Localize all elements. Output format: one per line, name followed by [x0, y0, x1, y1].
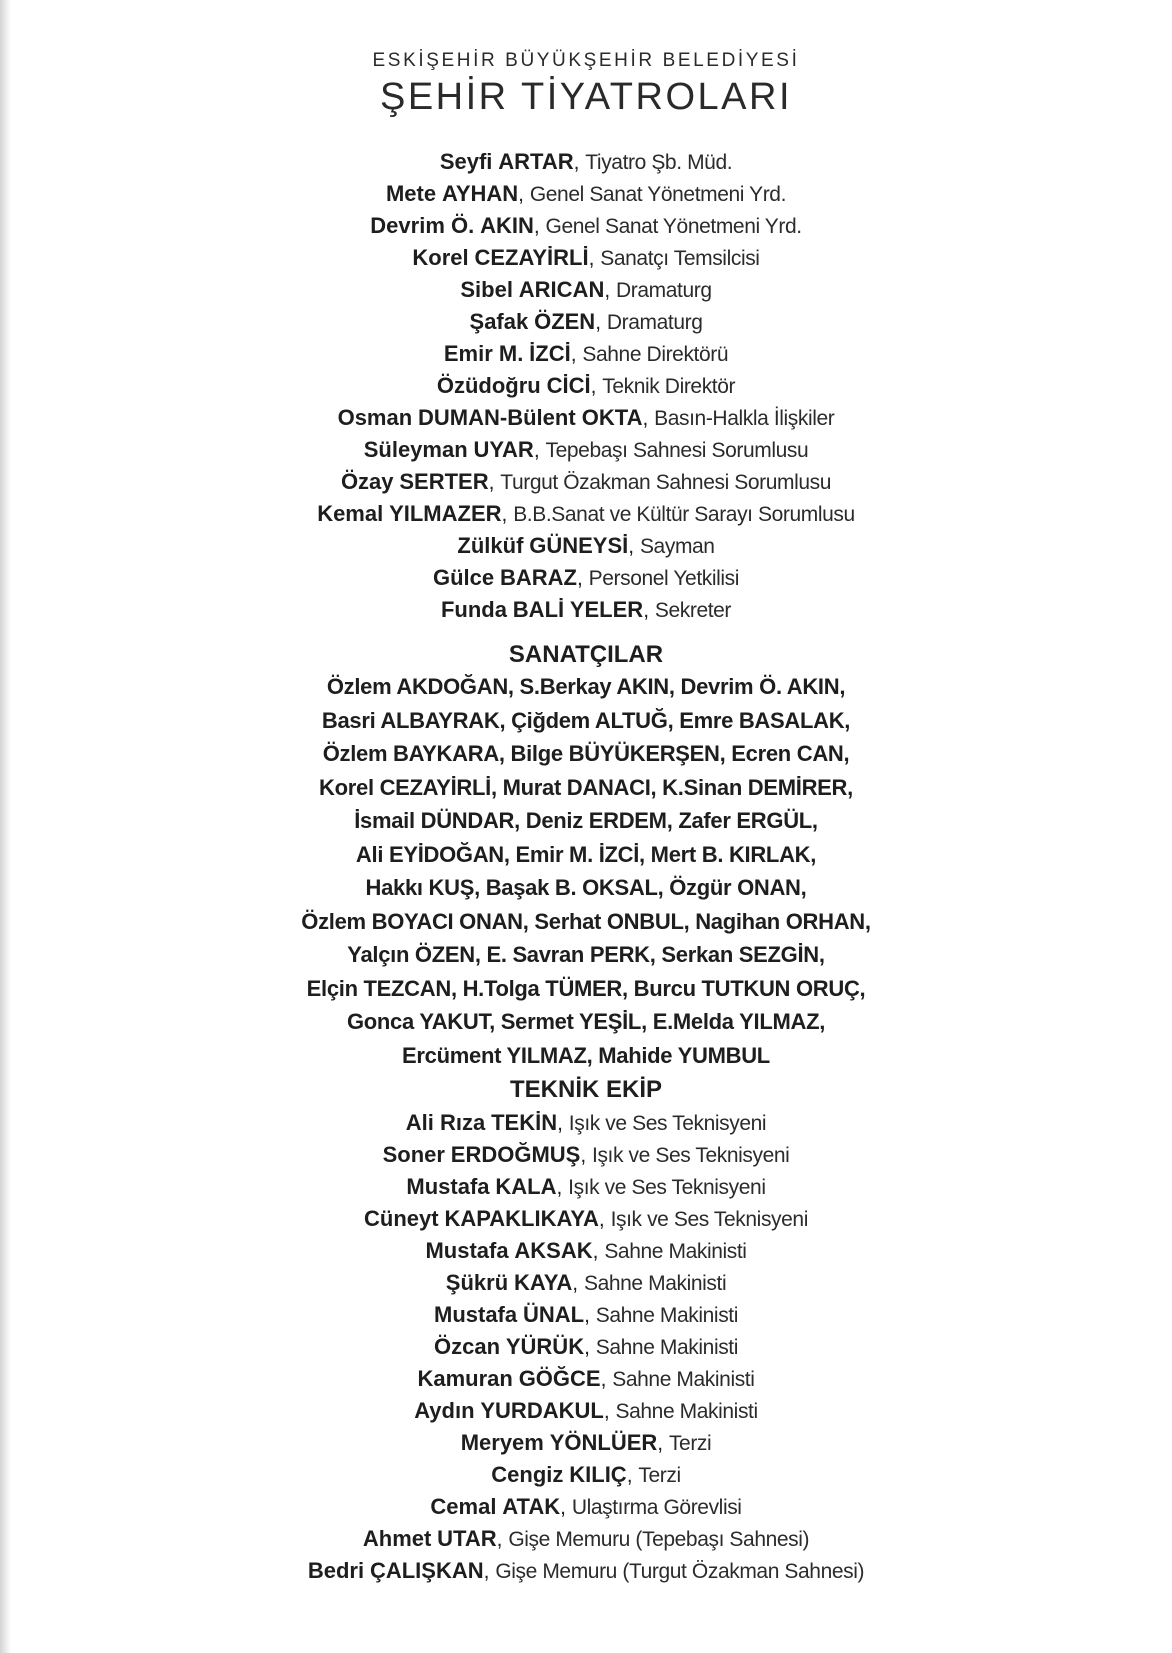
person-role: Teknik Direktör — [602, 375, 736, 398]
person-first-name: Süleyman — [363, 437, 468, 462]
person-first-name: Özüdoğru — [436, 373, 541, 398]
person-first-name: Funda — [440, 597, 507, 622]
person-last-name: ÖZEN — [534, 309, 596, 334]
person-first-name: Meryem — [460, 1430, 544, 1455]
person-first-name: Aydın — [414, 1398, 475, 1423]
person-first-name: Korel — [412, 245, 469, 270]
person-last-name: YILMAZER — [389, 501, 502, 526]
staff-row: Şafak ÖZEN, Dramaturg — [469, 309, 703, 334]
staff-row: Cemal ATAK, Ulaştırma Görevlisi — [430, 1494, 742, 1519]
person-first-name: Mete — [385, 181, 437, 206]
person-last-name: BARAZ — [499, 565, 577, 590]
person-last-name: GÖĞCE — [518, 1366, 601, 1391]
artists-line: Yalçın ÖZEN, E. Savran PERK, Serkan SEZGİN, — [347, 942, 825, 967]
person-role: Genel Sanat Yönetmeni Yrd. — [545, 215, 802, 238]
person-role: Sahne Direktörü — [582, 343, 729, 366]
management-list — [0, 146, 1172, 626]
artists-line: İsmail DÜNDAR, Deniz ERDEM, Zafer ERGÜL, — [354, 808, 818, 833]
staff-row: Özüdoğru CİCİ, Teknik Direktör — [436, 373, 736, 398]
person-first-name: Gülce — [432, 565, 495, 590]
person-last-name: AYHAN — [441, 181, 519, 206]
person-first-name: Ahmet — [362, 1526, 432, 1551]
person-last-name: CİCİ — [546, 373, 591, 398]
person-role: Sekreter — [654, 599, 732, 622]
staff-row: Cüneyt KAPAKLIKAYA, Işık ve Ses Teknisyeni — [364, 1206, 808, 1231]
staff-row: Kemal YILMAZER, B.B.Sanat ve Kültür Sarayı Sorumlusu — [317, 501, 855, 526]
technical-team-list — [0, 1107, 1172, 1587]
staff-row: Kamuran GÖĞCE, Sahne Makinisti — [417, 1366, 755, 1391]
person-last-name: AKSAK — [514, 1238, 593, 1263]
staff-row: Özay SERTER, Turgut Özakman Sahnesi Sorumlusu — [340, 469, 832, 494]
staff-row: Şükrü KAYA, Sahne Makinisti — [445, 1270, 727, 1295]
person-last-name: UTAR — [437, 1526, 497, 1551]
person-last-name: ÇALIŞKAN — [369, 1558, 484, 1583]
person-role: Sahne Makinisti — [595, 1336, 739, 1359]
staff-row: Osman DUMAN-Bülent OKTA, Basın-Halkla İlişkiler — [337, 405, 835, 430]
staff-row: Mustafa AKSAK, Sahne Makinisti — [425, 1238, 747, 1263]
person-last-name: AKIN — [480, 213, 534, 238]
person-last-name: ÜNAL — [522, 1302, 585, 1327]
person-first-name: Şükrü — [445, 1270, 509, 1295]
person-role: Işık ve Ses Teknisyeni — [568, 1176, 766, 1199]
person-last-name: İZCİ — [529, 341, 571, 366]
artists-heading: SANATÇILAR — [508, 641, 664, 668]
person-role: Personel Yetkilisi — [588, 567, 740, 590]
person-role: Tiyatro Şb. Müd. — [585, 151, 733, 174]
staff-row: Ahmet UTAR, Gişe Memuru (Tepebaşı Sahnesi) — [362, 1526, 810, 1551]
staff-row: Meryem YÖNLÜER, Terzi — [460, 1430, 712, 1455]
person-role: Sahne Makinisti — [595, 1304, 738, 1327]
artists-line: Ali EYİDOĞAN, Emir M. İZCİ, Mert B. KIRLAK, — [355, 841, 817, 867]
person-role: Terzi — [638, 1464, 681, 1487]
person-first-name: Bedri — [307, 1558, 365, 1583]
artists-line: Basri ALBAYRAK, Çiğdem ALTUĞ, Emre BASALAK, — [321, 707, 851, 733]
person-last-name: YÖNLÜER — [549, 1430, 658, 1455]
person-last-name: KAYA — [513, 1270, 573, 1295]
staff-row: Özcan YÜRÜK, Sahne Makinisti — [433, 1334, 739, 1359]
person-last-name: KILIÇ — [569, 1462, 627, 1487]
person-last-name: ARTAR — [498, 149, 574, 174]
person-first-name: Mustafa — [406, 1174, 490, 1199]
person-first-name: Kemal — [317, 501, 384, 526]
staff-row: Süleyman UYAR, Tepebaşı Sahnesi Sorumlusu — [363, 437, 809, 462]
staff-row: Devrim Ö. AKIN, Genel Sanat Yönetmeni Yrd. — [370, 213, 802, 238]
staff-row: Zülküf GÜNEYSİ, Sayman — [457, 533, 715, 558]
staff-row: Seyfi ARTAR, Tiyatro Şb. Müd. — [439, 149, 733, 174]
person-role: Dramaturg — [606, 311, 703, 334]
artists-line: Elçin TEZCAN, H.Tolga TÜMER, Burcu TUTKUN ORUÇ, — [306, 975, 866, 1001]
person-last-name: YÜRÜK — [505, 1334, 585, 1359]
artists-line: Özlem AKDOĞAN, S.Berkay AKIN, Devrim Ö. AKIN, — [326, 674, 846, 699]
person-last-name: KALA — [495, 1174, 557, 1199]
artists-list — [0, 670, 1172, 1072]
person-first-name: Cengiz — [491, 1462, 564, 1487]
person-role: Sayman — [639, 535, 715, 558]
artists-line: Özlem BAYKARA, Bilge BÜYÜKERŞEN, Ecren CAN, — [322, 741, 850, 766]
person-role: Sahne Makinisti — [612, 1368, 755, 1391]
staff-row: Mustafa KALA, Işık ve Ses Teknisyeni — [406, 1174, 766, 1199]
person-first-name: Cemal — [430, 1494, 497, 1519]
artists-line: Özlem BOYACI ONAN, Serhat ONBUL, Nagihan ORHAN, — [301, 908, 871, 934]
person-first-name: Osman — [337, 405, 413, 430]
person-role: Işık ve Ses Teknisyeni — [610, 1208, 808, 1231]
person-last-name: ERDOĞMUŞ — [450, 1142, 581, 1167]
person-last-name: GÜNEYSİ — [529, 533, 629, 558]
person-last-name: UYAR — [473, 437, 534, 462]
person-role: Tepebaşı Sahnesi Sorumlusu — [545, 439, 809, 462]
person-role: Turgut Özakman Sahnesi Sorumlusu — [500, 471, 832, 494]
person-first-name: Mustafa — [434, 1302, 518, 1327]
person-role: Sanatçı Temsilcisi — [600, 247, 760, 270]
technical-team-heading: TEKNİK EKİP — [509, 1076, 662, 1103]
person-last-name: DUMAN-Bülent OKTA — [418, 405, 643, 430]
person-last-name: YURDAKUL — [480, 1398, 604, 1423]
person-first-name: Sibel — [460, 277, 513, 302]
staff-row: Aydın YURDAKUL, Sahne Makinisti — [414, 1398, 758, 1423]
page-title: ŞEHİR TİYATROLARI — [379, 76, 793, 118]
person-last-name: BALİ YELER — [512, 597, 644, 622]
person-first-name: Şafak — [469, 309, 529, 334]
person-last-name: CEZAYİRLİ — [474, 245, 589, 270]
staff-row: Mustafa ÜNAL, Sahne Makinisti — [434, 1302, 738, 1327]
person-role: Terzi — [668, 1432, 712, 1455]
staff-row: Emir M. İZCİ, Sahne Direktörü — [443, 341, 729, 366]
person-first-name: Emir M. — [443, 341, 524, 366]
person-role: Sahne Makinisti — [604, 1240, 747, 1263]
artists-line: Hakkı KUŞ, Başak B. OKSAL, Özgür ONAN, — [365, 875, 807, 900]
person-first-name: Mustafa — [425, 1238, 509, 1263]
artists-line: Ercüment YILMAZ, Mahide YUMBUL — [402, 1042, 770, 1068]
person-role: Işık ve Ses Teknisyeni — [592, 1144, 790, 1167]
person-last-name: ARICAN — [518, 277, 605, 302]
person-role: Sahne Makinisti — [583, 1272, 727, 1295]
staff-row: Cengiz KILIÇ, Terzi — [491, 1462, 681, 1487]
person-first-name: Devrim Ö. — [370, 213, 475, 238]
person-last-name: SERTER — [399, 469, 489, 494]
person-last-name: KAPAKLIKAYA — [444, 1206, 599, 1231]
person-first-name: Ali Rıza — [405, 1110, 486, 1135]
person-last-name: TEKİN — [491, 1110, 558, 1135]
person-role: Basın-Halkla İlişkiler — [654, 407, 835, 430]
organization-name: ESKİŞEHİR BÜYÜKŞEHİR BELEDİYESİ — [372, 50, 800, 71]
person-first-name: Özay — [340, 469, 394, 494]
person-role: Gişe Memuru (Tepebaşı Sahnesi) — [508, 1528, 810, 1551]
staff-row: Soner ERDOĞMUŞ, Işık ve Ses Teknisyeni — [382, 1142, 790, 1167]
person-role: Genel Sanat Yönetmeni Yrd. — [529, 183, 787, 206]
staff-row: Mete AYHAN, Genel Sanat Yönetmeni Yrd. — [385, 181, 787, 206]
artists-line: Korel CEZAYİRLİ, Murat DANACI, K.Sinan DEMİRER, — [319, 774, 853, 800]
person-role: Işık ve Ses Teknisyeni — [568, 1112, 767, 1135]
staff-row: Ali Rıza TEKİN, Işık ve Ses Teknisyeni — [405, 1110, 767, 1135]
staff-row: Korel CEZAYİRLİ, Sanatçı Temsilcisi — [412, 245, 760, 270]
person-last-name: ATAK — [502, 1494, 561, 1519]
person-role: Sahne Makinisti — [615, 1400, 758, 1423]
person-first-name: Özcan — [433, 1334, 501, 1359]
person-role: Dramaturg — [616, 279, 712, 302]
person-role: Gişe Memuru (Turgut Özakman Sahnesi) — [495, 1560, 865, 1583]
person-first-name: Zülküf — [457, 533, 524, 558]
staff-row: Gülce BARAZ, Personel Yetkilisi — [432, 565, 740, 590]
staff-row: Funda BALİ YELER, Sekreter — [440, 597, 732, 622]
person-first-name: Seyfi — [439, 149, 493, 174]
person-first-name: Soner — [382, 1142, 445, 1167]
person-first-name: Cüneyt — [364, 1206, 439, 1231]
staff-row: Sibel ARICAN, Dramaturg — [460, 277, 712, 302]
person-role: B.B.Sanat ve Kültür Sarayı Sorumlusu — [513, 503, 855, 526]
person-first-name: Kamuran — [417, 1366, 513, 1391]
staff-row: Bedri ÇALIŞKAN, Gişe Memuru (Turgut Özakman Sahnesi) — [307, 1558, 865, 1583]
artists-line: Gonca YAKUT, Sermet YEŞİL, E.Melda YILMAZ, — [346, 1009, 826, 1034]
person-role: Ulaştırma Görevlisi — [571, 1496, 742, 1519]
